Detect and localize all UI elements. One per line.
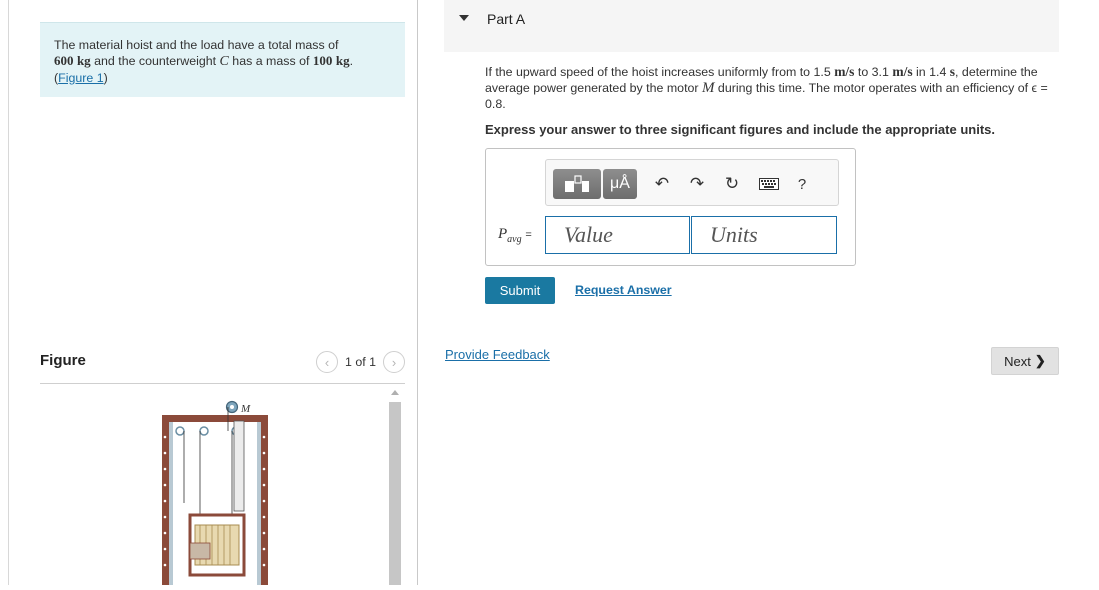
answer-box xyxy=(485,148,856,266)
templates-button[interactable] xyxy=(553,169,601,199)
problem-line2-mid2: has a mass of xyxy=(228,54,313,68)
undo-icon[interactable]: ↶ xyxy=(654,174,670,193)
frame-left-post xyxy=(162,422,169,585)
part-title: Part A xyxy=(487,11,526,27)
question-motor-symbol: M xyxy=(701,80,715,96)
question-text-2: to 3.1 xyxy=(854,65,893,79)
help-button[interactable] xyxy=(790,173,814,195)
units-input[interactable] xyxy=(691,216,837,254)
problem-line2-end: . xyxy=(349,54,354,68)
units-label: μÅ xyxy=(610,175,630,192)
hoist-illustration xyxy=(40,385,405,585)
mass2-value: 100 xyxy=(312,53,333,68)
question-text-1: If the upward speed of the hoist increases uniformly from to 1.5 xyxy=(485,65,835,79)
left-guide-rail xyxy=(169,422,173,585)
part-a-header[interactable] xyxy=(444,0,1059,52)
motor-hub xyxy=(230,405,234,409)
math-toolbar xyxy=(545,159,839,206)
units-button[interactable] xyxy=(603,169,637,199)
submit-button[interactable]: Submit xyxy=(485,277,555,304)
templates-icon xyxy=(562,174,592,194)
frame-top-beam xyxy=(162,415,268,422)
motor-label: M xyxy=(241,403,251,415)
collapse-caret-icon[interactable] xyxy=(459,15,469,21)
figure-link[interactable]: Figure 1 xyxy=(58,71,104,85)
question-unit-2: m/s xyxy=(892,64,913,79)
mass2-unit: kg xyxy=(335,53,350,68)
problem-line2-mid: and the counterweight xyxy=(90,54,220,68)
question-unit-3: s xyxy=(949,64,956,79)
mass1-value: 600 xyxy=(54,53,74,68)
question-text xyxy=(485,64,1065,112)
units-placeholder: Units xyxy=(710,222,758,247)
pulley-left xyxy=(176,427,184,435)
problem-statement xyxy=(40,22,405,97)
counterweight-symbol: C xyxy=(219,54,229,69)
figure-image xyxy=(40,385,405,585)
next-label: Next xyxy=(1004,353,1031,369)
figure-next-button[interactable] xyxy=(383,351,405,373)
pulley-middle xyxy=(200,427,208,435)
left-edge-strip xyxy=(0,0,9,585)
left-panel xyxy=(0,0,418,585)
figure-prev-button[interactable] xyxy=(316,351,338,373)
help-icon: ? xyxy=(797,175,807,193)
chevron-left-icon: ‹ xyxy=(324,354,330,370)
question-text-5: during this time. The motor operates with an efficiency of ϵ = 0.8. xyxy=(485,81,1048,111)
scroll-up-arrow-icon[interactable] xyxy=(391,390,399,395)
mass1-unit: kg xyxy=(76,53,91,68)
keyboard-icon[interactable] xyxy=(757,173,781,195)
figure-title: Figure xyxy=(40,352,86,369)
figure-scrollbar[interactable] xyxy=(389,390,401,585)
scroll-thumb[interactable] xyxy=(389,402,401,585)
question-unit-1: m/s xyxy=(834,64,855,79)
hoist-cables xyxy=(184,407,240,515)
load-crate xyxy=(190,543,210,559)
next-button[interactable] xyxy=(991,347,1059,375)
variable-symbol: P xyxy=(498,226,508,242)
figure-header xyxy=(40,346,405,384)
answer-instruction: Express your answer to three significant figures and include the appropriate units. xyxy=(485,122,995,137)
question-text-3: in 1.4 xyxy=(912,65,950,79)
answer-variable xyxy=(498,226,532,245)
equals-sign: = xyxy=(525,229,532,241)
variable-subscript: avg xyxy=(507,234,522,245)
reset-icon[interactable]: ↻ xyxy=(724,174,740,193)
right-guide-rail xyxy=(257,422,261,585)
counterweight xyxy=(234,421,244,511)
figure-page-indicator: 1 of 1 xyxy=(344,355,376,369)
problem-line1: The material hoist and the load have a total mass of xyxy=(54,38,339,52)
chevron-right-icon: › xyxy=(391,354,397,370)
value-placeholder: Value xyxy=(564,222,613,247)
redo-icon[interactable]: ↷ xyxy=(689,174,705,193)
value-input[interactable] xyxy=(545,216,690,254)
question-text-4: , determine the average power generated by the motor xyxy=(485,65,1038,95)
frame-right-post xyxy=(261,422,268,585)
chevron-right-icon: ❯ xyxy=(1034,353,1046,368)
request-answer-link[interactable]: Request Answer xyxy=(575,283,672,297)
figure-navigation xyxy=(316,351,405,373)
provide-feedback-link[interactable]: Provide Feedback xyxy=(445,347,550,362)
figure-link-wrapper: (Figure 1) xyxy=(54,71,108,85)
